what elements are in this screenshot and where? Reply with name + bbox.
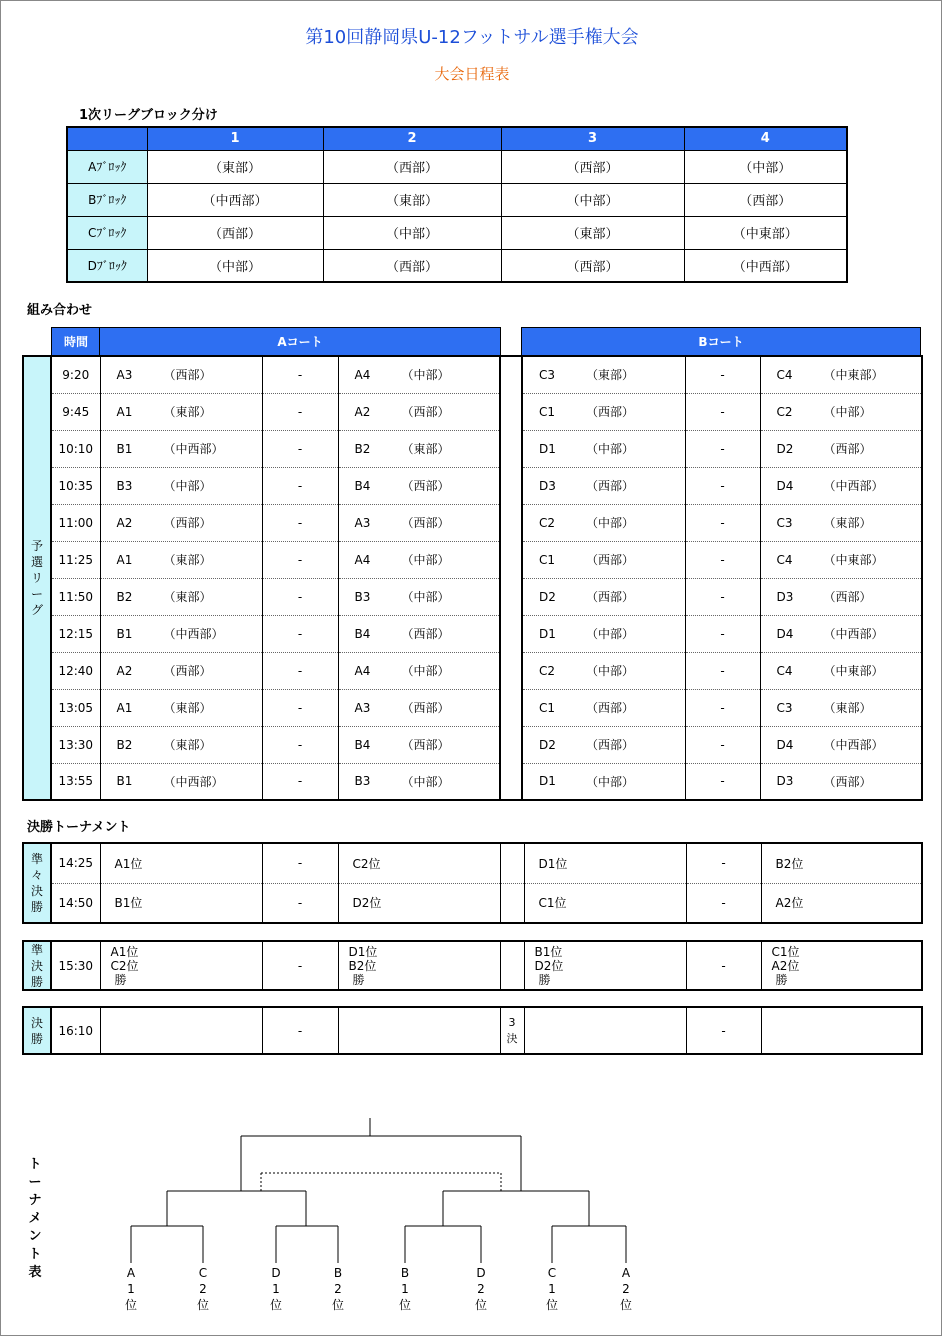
team-region: （西部） (401, 479, 450, 493)
team-code: D1 (539, 626, 556, 641)
bracket-leaf-char: 位 (331, 1298, 344, 1312)
match-time: 13:05 (51, 689, 100, 726)
block-cell: （東部） (501, 216, 684, 249)
bracket-diagram (1, 1, 942, 1336)
team-region: （中部） (401, 368, 450, 383)
team-region: （中西部） (163, 774, 224, 789)
team-code: A4 (354, 663, 371, 678)
versus-dash: - (262, 504, 338, 541)
block-col-header: 3 (501, 127, 684, 150)
qf-team: B1位 (100, 883, 262, 923)
bracket-leaf-char: D (476, 1266, 486, 1280)
qf-time: 14:50 (58, 895, 94, 910)
team-code: C2 (539, 663, 556, 678)
block-row-label: Aﾌﾞﾛｯｸ (67, 150, 147, 183)
bracket-leaf-label (193, 1265, 213, 1313)
team-region: （西部） (163, 516, 212, 530)
team-region: （西部） (163, 664, 212, 678)
bracket-leaf-char: 2 (199, 1282, 207, 1296)
versus-dash: - (685, 430, 760, 467)
team-region: （中部） (586, 442, 635, 456)
page-title: 第10回静岡県U-12フットサル選手権大会 (305, 27, 639, 48)
team-code: C1 (539, 700, 556, 715)
team-region: （中部） (401, 590, 450, 604)
bracket-leaf-label (616, 1265, 636, 1313)
team-code: B1 (116, 626, 133, 641)
team-code: A2 (116, 663, 133, 678)
bracket-leaf-char: 1 (272, 1282, 280, 1296)
block-cell: （中部） (684, 150, 847, 183)
team-code: C2 (776, 404, 793, 419)
team-region: （西部） (586, 479, 635, 493)
team-region: （中部） (586, 627, 635, 641)
qf-team: D2位 (338, 883, 500, 923)
bracket-label: ト ー ナ メ ン ト 表 (28, 1157, 42, 1280)
qf-team: B2位 (761, 843, 922, 883)
final-label: 決 勝 (30, 1015, 43, 1046)
bracket-leaf-label (328, 1265, 348, 1313)
bracket-leaf-char: C (547, 1266, 557, 1280)
team-code: D4 (776, 478, 794, 493)
bracket-leaf-char: C (198, 1266, 208, 1280)
block-cell: （西部） (323, 150, 501, 183)
block-col-header: 4 (684, 127, 847, 150)
block-cell: （東部） (147, 150, 323, 183)
match-time: 11:50 (51, 578, 100, 615)
versus-dash: - (262, 652, 338, 689)
team-region: （中部） (823, 405, 872, 419)
team-region: （西部） (586, 405, 635, 419)
block-cell: （中西部） (147, 183, 323, 216)
team-code: D2 (539, 589, 556, 604)
qf-team: A2位 (761, 883, 922, 923)
team-code: D2 (776, 441, 794, 456)
team-code: A1 (116, 700, 133, 715)
team-code: C2 (539, 515, 556, 530)
team-code: B2 (116, 589, 133, 604)
team-code: D3 (539, 478, 556, 493)
bracket-leaf-char: 2 (477, 1282, 485, 1296)
team-region: （東部） (401, 442, 450, 456)
qf-dash: - (686, 883, 761, 923)
versus-dash: - (685, 541, 760, 578)
bracket-leaf-label (395, 1265, 415, 1313)
team-code: B2 (354, 441, 371, 456)
team-region: （西部） (401, 738, 450, 752)
team-region: （中西部） (823, 738, 884, 752)
team-region: （中西部） (163, 627, 224, 641)
team-region: （東部） (823, 516, 872, 530)
block-row-label: Dﾌﾞﾛｯｸ (67, 249, 147, 282)
block-col-header: 2 (323, 127, 501, 150)
team-code: B3 (354, 589, 371, 604)
block-cell: （西部） (147, 216, 323, 249)
team-code: B2 (116, 737, 133, 752)
match-time: 12:40 (51, 652, 100, 689)
block-cell: （中部） (323, 216, 501, 249)
qf-team: C2位 (338, 843, 500, 883)
team-region: （東部） (163, 738, 212, 752)
bracket-leaf-label (471, 1265, 491, 1313)
versus-dash: - (685, 578, 760, 615)
team-code: C1 (539, 552, 556, 567)
qf-team: A1位 (100, 843, 262, 883)
bracket-leaf-label (121, 1265, 141, 1313)
team-region: （西部） (401, 701, 450, 715)
match-time: 13:55 (58, 774, 94, 789)
team-region: （西部） (163, 368, 212, 383)
versus-dash: - (262, 356, 338, 393)
bracket-leaf-char: 1 (401, 1282, 409, 1296)
page-subtitle: 大会日程表 (434, 65, 510, 83)
versus-dash: - (262, 541, 338, 578)
team-code: B4 (354, 478, 371, 493)
team-code: B1 (116, 774, 133, 789)
team-code: D2 (539, 737, 556, 752)
versus-dash: - (685, 689, 760, 726)
qf-team: D1位 (524, 843, 686, 883)
match-time: 11:25 (51, 541, 100, 578)
team-code: B3 (116, 478, 133, 493)
bracket-leaf-char: 位 (398, 1298, 411, 1312)
team-code: A3 (354, 700, 371, 715)
block-cell: （東部） (323, 183, 501, 216)
block-cell: （西部） (501, 150, 684, 183)
team-region: （西部） (823, 590, 872, 604)
block-cell: （中東部） (684, 216, 847, 249)
team-code: C4 (776, 663, 793, 678)
bracket-leaf-char: 1 (548, 1282, 556, 1296)
bracket-leaf-char: 位 (474, 1298, 487, 1312)
sf-time: 15:30 (58, 958, 94, 973)
bracket-leaf-char: D (271, 1266, 281, 1280)
match-time: 9:20 (51, 356, 100, 393)
team-code: A1 (116, 404, 133, 419)
versus-dash: - (262, 430, 338, 467)
bracket-leaf-label (266, 1265, 286, 1313)
versus-dash: - (685, 763, 760, 800)
team-code: D1 (539, 441, 556, 456)
team-code: B1 (116, 441, 133, 456)
team-code: C4 (776, 367, 793, 382)
block-row-label: Bﾌﾞﾛｯｸ (67, 183, 147, 216)
block-cell: （中部） (501, 183, 684, 216)
team-code: A2 (354, 404, 371, 419)
versus-dash: - (262, 726, 338, 763)
team-region: （中部） (586, 774, 635, 789)
bracket-leaf-char: 位 (124, 1298, 137, 1312)
versus-dash: - (262, 763, 338, 800)
versus-dash: - (685, 652, 760, 689)
team-region: （中部） (586, 664, 635, 678)
team-code: B4 (354, 737, 371, 752)
third-dash: - (686, 1007, 761, 1054)
block-col-header: 1 (147, 127, 323, 150)
team-region: （中部） (401, 774, 450, 789)
team-region: （西部） (401, 516, 450, 530)
team-region: （西部） (586, 701, 635, 715)
sf-label: 準 決 勝 (30, 942, 43, 989)
versus-dash: - (262, 689, 338, 726)
team-region: （中西部） (823, 627, 884, 641)
team-region: （中東部） (823, 368, 884, 383)
team-region: （中西部） (163, 442, 224, 456)
team-region: （東部） (163, 405, 212, 419)
bracket-leaf-char: 1 (127, 1282, 135, 1296)
team-region: （中部） (586, 516, 635, 530)
team-code: D4 (776, 737, 794, 752)
team-region: （中東部） (823, 553, 884, 567)
team-region: （東部） (163, 590, 212, 604)
team-code: A1 (116, 552, 133, 567)
third-place-label: 3 決 (500, 1007, 524, 1054)
versus-dash: - (685, 467, 760, 504)
team-region: （西部） (823, 442, 872, 456)
team-code: A2 (116, 515, 133, 530)
team-region: （西部） (586, 553, 635, 567)
team-code: C3 (776, 515, 793, 530)
qf-team: C1位 (524, 883, 686, 923)
team-code: A3 (354, 515, 371, 530)
team-region: （東部） (586, 368, 635, 383)
block-section-heading: 1次リーグブロック分け (79, 108, 218, 123)
versus-dash: - (262, 393, 338, 430)
bracket-leaf-char: B (333, 1266, 343, 1280)
team-code: A3 (116, 367, 133, 382)
bracket-leaf-char: 位 (619, 1298, 632, 1312)
bracket-leaf-char: 2 (334, 1282, 342, 1296)
finals-heading: 決勝トーナメント (27, 820, 131, 835)
versus-dash: - (685, 504, 760, 541)
block-cell: （中西部） (684, 249, 847, 282)
court-b-header: Bコート (521, 327, 921, 357)
final-time: 16:10 (58, 1023, 94, 1038)
versus-dash: - (685, 356, 760, 393)
versus-dash: - (685, 726, 760, 763)
team-code: C1 (539, 404, 556, 419)
qf-time: 14:25 (51, 843, 100, 883)
team-code: A4 (354, 552, 371, 567)
team-region: （西部） (401, 405, 450, 419)
bracket-leaf-char: 2 (622, 1282, 630, 1296)
team-region: （西部） (586, 590, 635, 604)
team-code: D1 (539, 774, 556, 789)
team-region: （中部） (163, 479, 212, 493)
time-header: 時間 (51, 327, 101, 357)
qf-dash: - (262, 883, 338, 923)
versus-dash: - (685, 615, 760, 652)
team-code: D3 (776, 589, 794, 604)
block-cell: （西部） (323, 249, 501, 282)
team-region: （中部） (401, 553, 450, 567)
qf-label: 準 々 決 勝 (30, 852, 43, 914)
team-region: （東部） (163, 701, 212, 715)
block-cell: （西部） (684, 183, 847, 216)
bracket-leaf-char: 位 (196, 1298, 209, 1312)
bracket-leaf-char: A (126, 1266, 136, 1280)
prelim-label: 予 選 リ ー グ (30, 539, 43, 617)
sf-team-b2: C1位 A2位 勝 (761, 941, 922, 990)
versus-dash: - (262, 467, 338, 504)
team-region: （中西部） (823, 479, 884, 493)
team-code: C3 (539, 367, 556, 382)
bracket-leaf-char: 位 (545, 1298, 558, 1312)
sf-team-a2: D1位 B2位 勝 (338, 941, 500, 990)
team-region: （中東部） (823, 664, 884, 678)
match-time: 12:15 (51, 615, 100, 652)
bracket-leaf-label (542, 1265, 562, 1313)
sf-dash-a: - (262, 941, 338, 990)
sf-team-b1: B1位 D2位 勝 (524, 941, 686, 990)
block-row-label: Cﾌﾞﾛｯｸ (67, 216, 147, 249)
match-time: 10:35 (51, 467, 100, 504)
match-time: 10:10 (51, 430, 100, 467)
bracket-leaf-char: A (621, 1266, 631, 1280)
sf-dash-b: - (686, 941, 761, 990)
team-code: C3 (776, 700, 793, 715)
versus-dash: - (262, 615, 338, 652)
block-cell: （中部） (147, 249, 323, 282)
bracket-leaf-char: B (400, 1266, 410, 1280)
team-region: （中部） (401, 664, 450, 678)
team-code: A4 (354, 367, 371, 382)
versus-dash: - (262, 578, 338, 615)
team-code: D3 (776, 774, 794, 789)
bracket-leaf-char: 位 (269, 1298, 282, 1312)
team-code: D4 (776, 626, 794, 641)
versus-dash: - (685, 393, 760, 430)
match-time: 11:00 (51, 504, 100, 541)
team-code: C4 (776, 552, 793, 567)
sf-team-a1: A1位 C2位 勝 (100, 941, 262, 990)
schedule-heading: 組み合わせ (27, 303, 93, 318)
team-region: （東部） (163, 553, 212, 567)
final-dash: - (262, 1007, 338, 1054)
court-a-header: Aコート (99, 327, 501, 357)
block-cell: （西部） (501, 249, 684, 282)
match-time: 13:30 (51, 726, 100, 763)
team-code: B4 (354, 626, 371, 641)
team-region: （西部） (823, 774, 872, 789)
match-time: 9:45 (51, 393, 100, 430)
team-region: （東部） (823, 701, 872, 715)
qf-dash: - (262, 843, 338, 883)
qf-dash: - (686, 843, 761, 883)
team-region: （西部） (401, 627, 450, 641)
team-region: （西部） (586, 738, 635, 752)
team-code: B3 (354, 774, 371, 789)
